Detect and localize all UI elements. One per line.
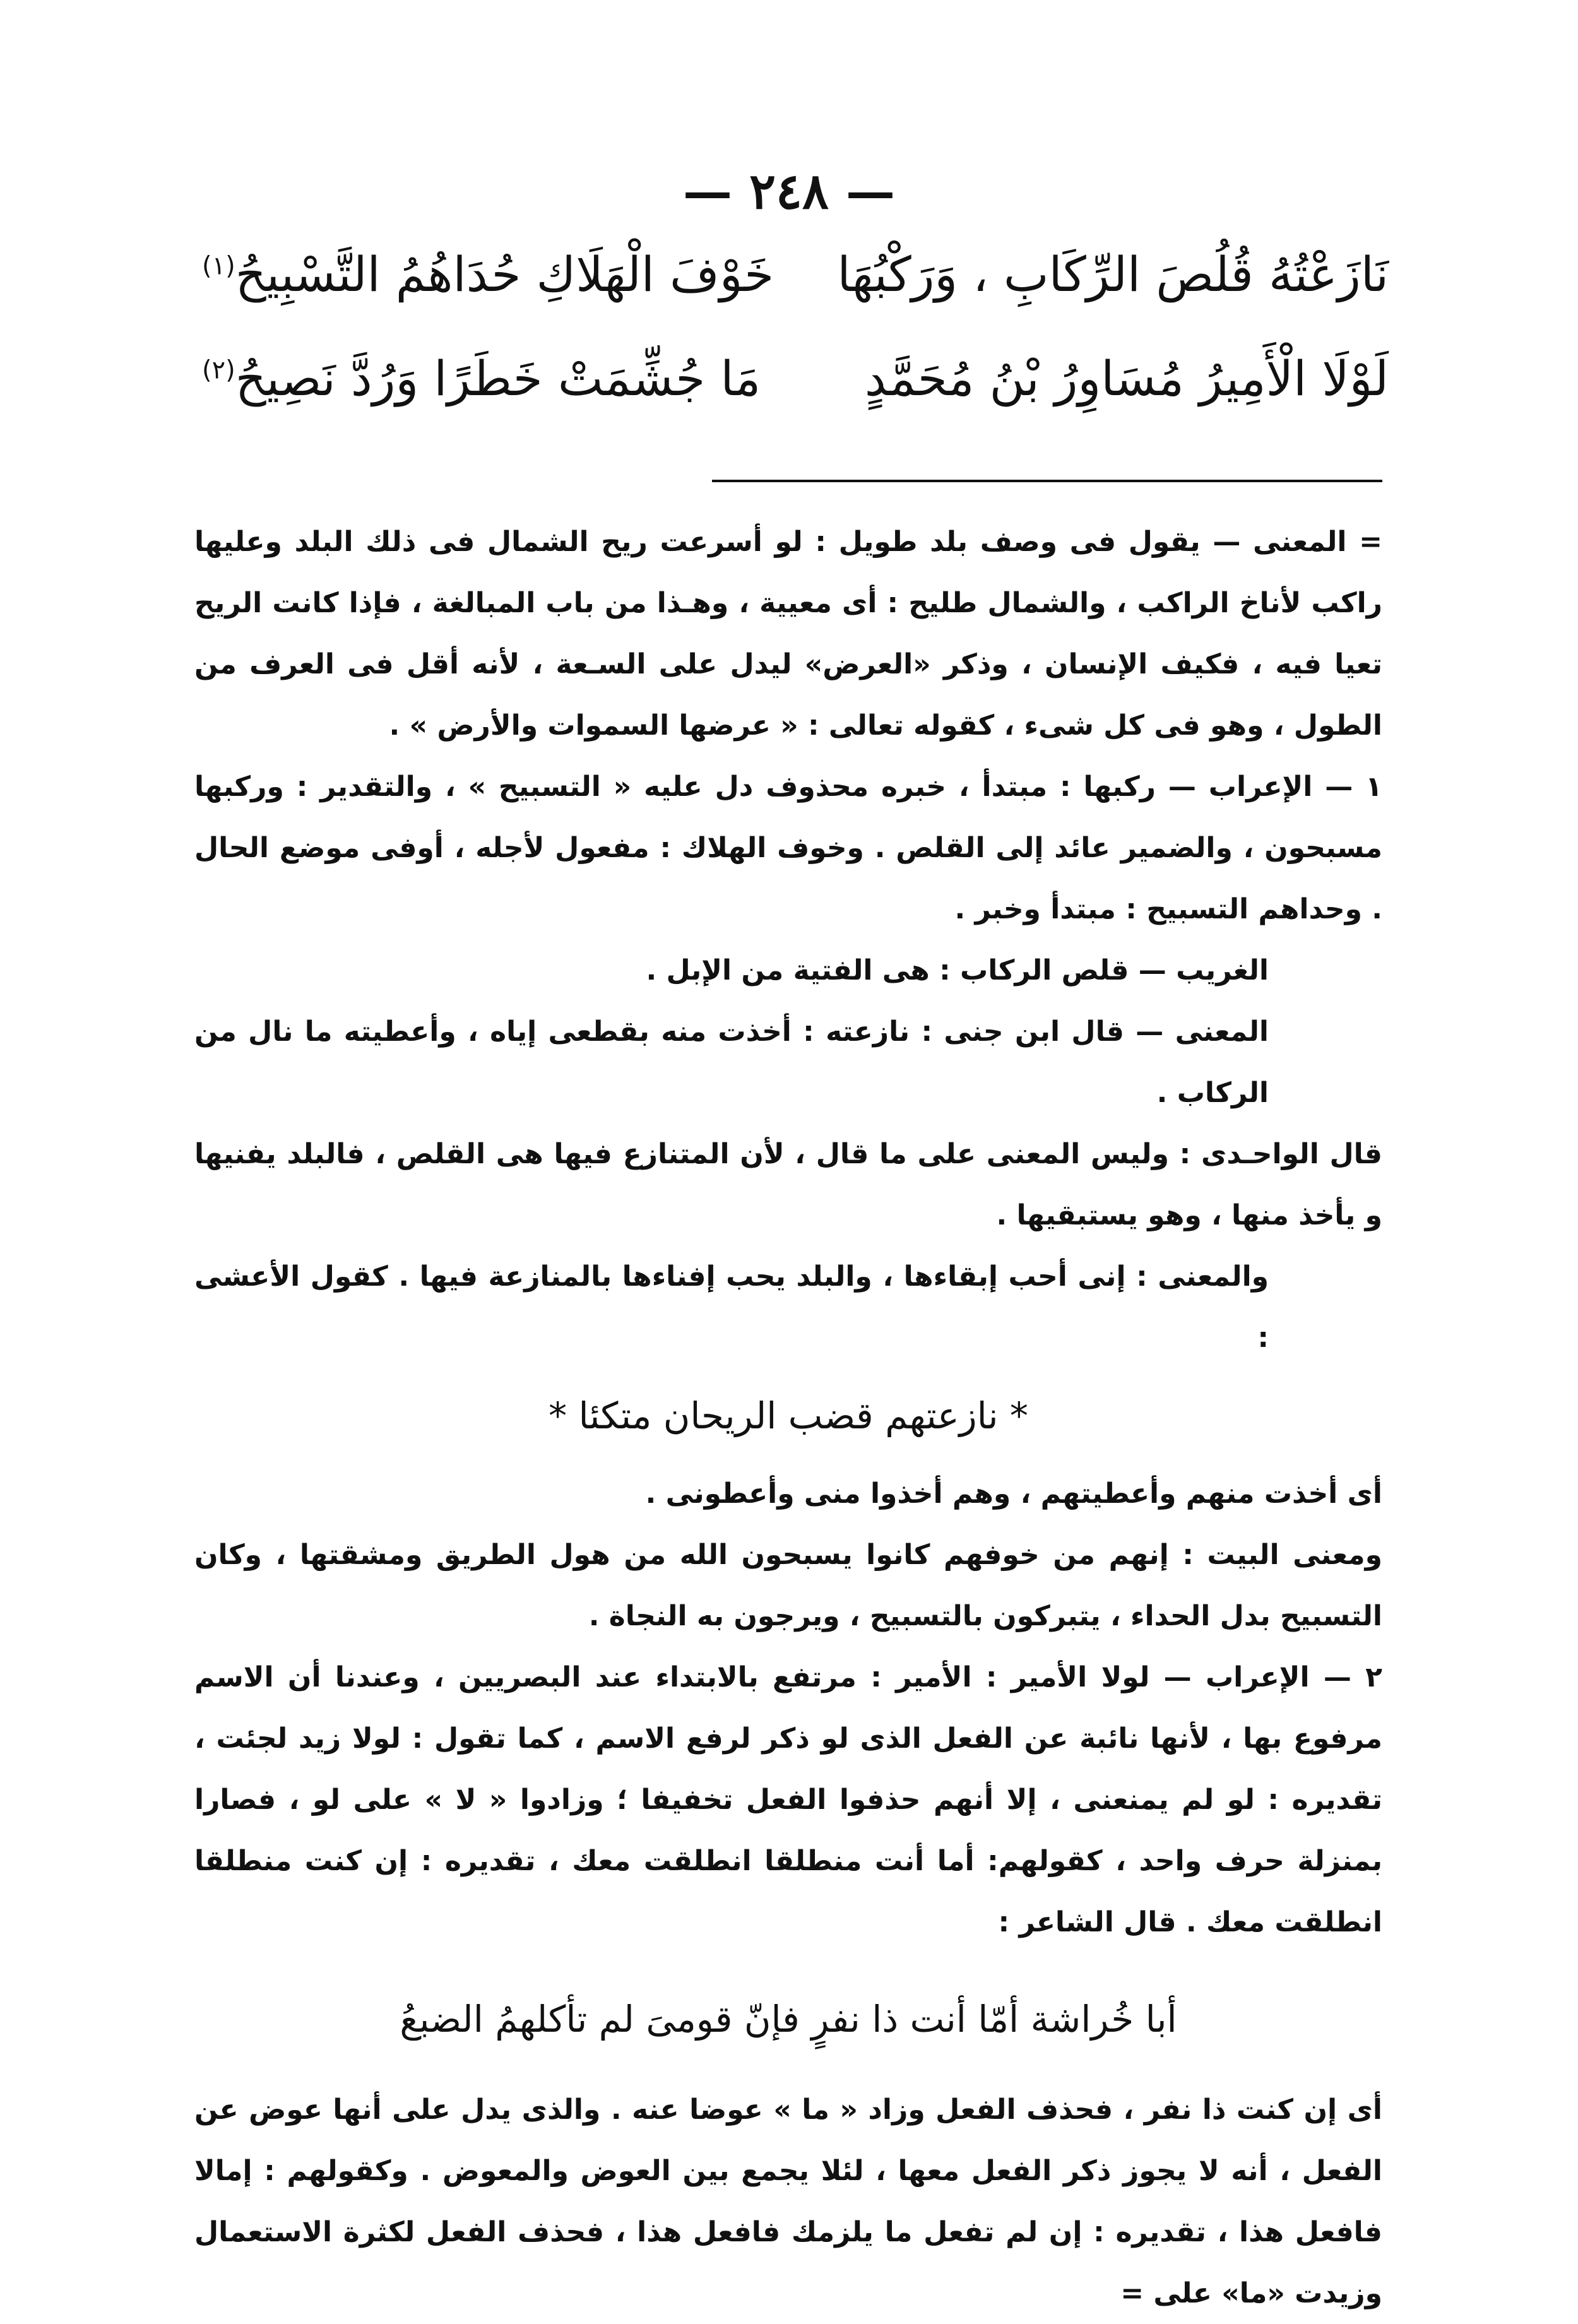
footnote-1-vocabulary: الغريب — قلص الركاب : هى الفتية من الإبل . [646, 954, 1269, 987]
footnote-1-grammar: ١ — الإعراب — ركبها : مبتدأ ، خبره محذوف دل عليه « التسبيح » ، والتقدير : وركبها مسبحون ، والضمير عائد إلى القلص . وخوف الهلاك : مفعول لأجله ، أوفى موضع الحال . وحداهم التسبيح : مبتدأ وخبر . [194, 771, 1382, 925]
verse-1-hemistich-2-text: خَوْفَ الْهَلَاكِ حُدَاهُمُ التَّسْبِيحُ [235, 246, 774, 302]
footnote-1-meaning: المعنى — قال ابن جنى : نازعته : أخذت منه بقطعى إياه ، وأعطيته ما نال من الركاب . [194, 1016, 1269, 1109]
separator-rule [712, 480, 1382, 482]
quoted-hemistich-asha: * نازعتهم قضب الريحان متكئا * [549, 1394, 1028, 1437]
footnote-1-wahidi: قال الواحـدى : وليس المعنى على ما قال ، لأن المتنازع فيها هى القلص ، فالبلد يفنيها و يأخذ منها ، وهو يستبقيها . [194, 1138, 1382, 1231]
verse-2-hemistich-1: لَوْلَا الْأَمِيرُ مُسَاوِرُ بْنُ مُحَمَّدٍ [864, 350, 1389, 406]
quoted-verse-poet: أبا خُراشة أمّا أنت ذا نفرٍ فإنّ قومىَ لم تأكلهمُ الضبعُ [400, 1998, 1177, 2041]
footnote-2-explanation: أى إن كنت ذا نفر ، فحذف الفعل وزاد « ما » عوضا عنه . والذى يدل على أنها عوض عن الفعل ، أنه لا يجوز ذكر الفعل معها ، لئلا يجمع بين العوض والمعوض . وكقولهم : إمالا فافعل هذا ، تقديره : إن لم تفعل ما يلزمك فافعل هذا ، فحذف الفعل لكثرة الاستعمال وزيدت «ما» على = [194, 2094, 1382, 2309]
commentary-block [194, 511, 1382, 2324]
footnote-1-interpretation: والمعنى : إنى أحب إبقاءها ، والبلد يحب إفناءها بالمنازعة فيها . كقول الأعشى : [194, 1260, 1269, 1354]
footnote-1-verse-meaning: ومعنى البيت : إنهم من خوفهم كانوا يسبحون الله من هول الطريق ومشقتها ، وكان التسبيح بدل الحداء ، يتبركون بالتسبيح ، ويرجون به النجاة . [194, 1539, 1382, 1632]
verse-2-hemistich-2-text: مَا جُشِّمَتْ خَطَرًا وَرُدَّ نَصِيحُ [235, 350, 761, 406]
footnote-1-explanation: أى أخذت منهم وأعطيتهم ، وهم أخذوا منى وأعطونى . [645, 1478, 1382, 1510]
commentary-meaning: = المعنى — يقول فى وصف بلد طويل : لو أسرعت ريح الشمال فى ذلك البلد وعليها راكب لأناخ الراكب ، والشمال طليح : أى معيية ، وهـذا من باب المبالغة ، فإذا كانت الريح تعيا فيه ، فكيف الإنسان ، وذكر «العرض» ليدل على السـعة ، لأنه أقل فى العرف من الطول ، وهو فى كل شىء ، كقوله تعالى : « عرضها السموات والأرض » . [194, 526, 1382, 742]
verse-2-hemistich-2 [202, 350, 761, 406]
page-number: — ٢٤٨ — [683, 163, 895, 220]
verse-line-2 [202, 350, 1389, 432]
verse-1-footnote-mark: (١) [202, 251, 235, 281]
verse-1-hemistich-1: نَازَعْتُهُ قُلُصَ الرِّكَابِ ، وَرَكْبُهَا [837, 246, 1389, 302]
verse-line-1 [202, 246, 1389, 328]
verse-1-hemistich-2 [202, 246, 774, 302]
footnote-2-grammar: ٢ — الإعراب — لولا الأمير : الأمير : مرتفع بالابتداء عند البصريين ، وعندنا أن الاسم مرفوع بها ، لأنها نائبة عن الفعل الذى لو ذكر لرفع الاسم ، كما تقول : لولا زيد لجئت ، تقديره : لو لم يمنعنى ، إلا أنهم حذفوا الفعل تخفيفا ؛ وزادوا « لا » على لو ، فصارا بمنزلة حرف واحد ، كقولهم: أما أنت منطلقا انطلقت معك ، تقديره : إن كنت منطلقا انطلقت معك . قال الشاعر : [194, 1661, 1382, 1938]
verse-2-footnote-mark: (٢) [202, 355, 235, 385]
